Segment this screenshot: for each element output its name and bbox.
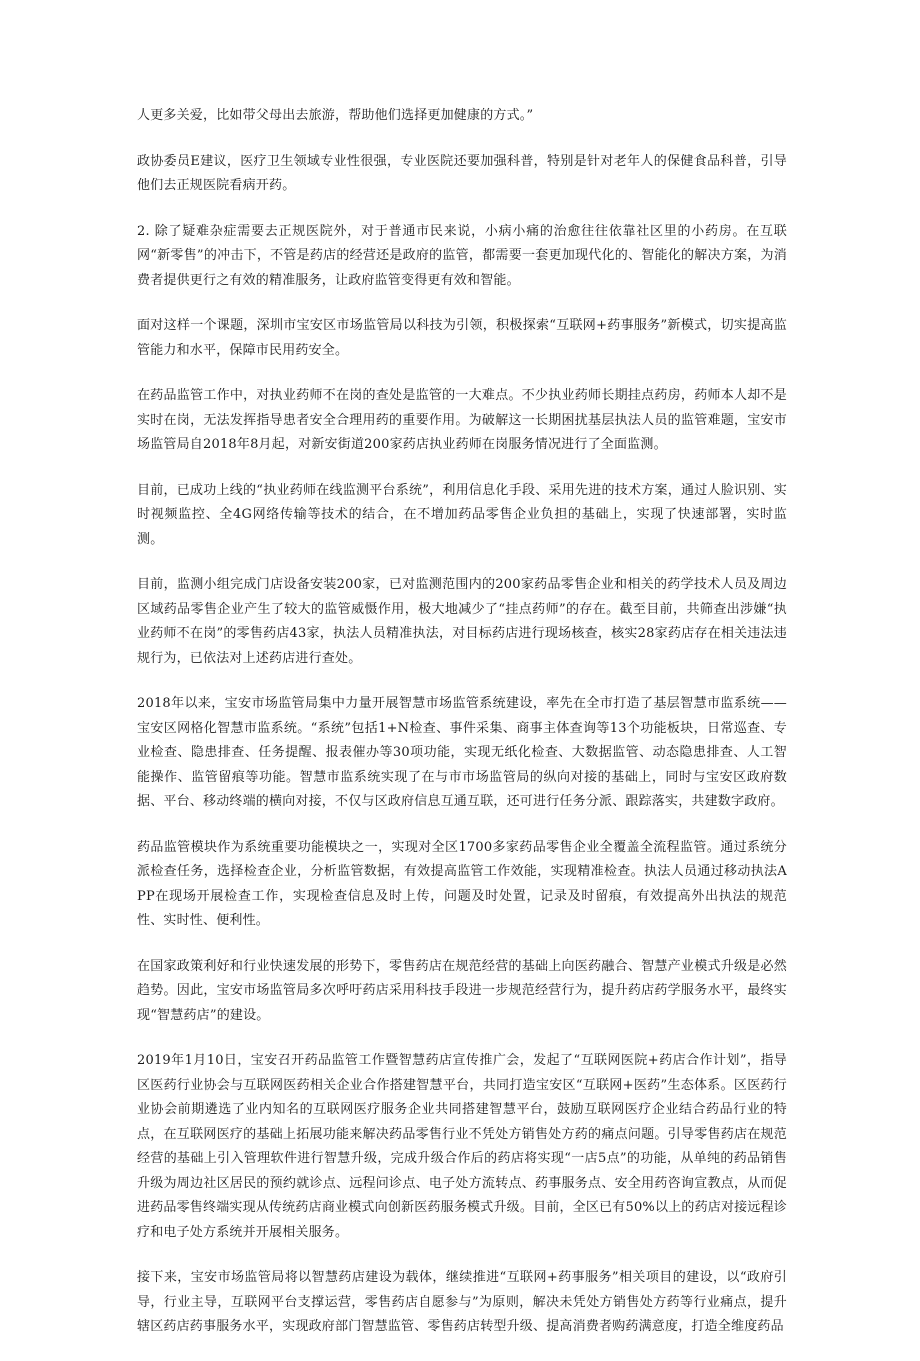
document-page [137,104,787,1361]
paragraph-3: 2. 除了疑难杂症需要去正规医院外，对于普通市民来说，小病小痛的治愈往往依靠社区里的小药房。在互联网“新零售”的冲击下，不管是药店的经营还是政府的监管，都需要一套更加现代化的、智能化的解决方案，为消费者提供更行之有效的精准服务，让政府监管变得更有效和智能。 [137,223,787,288]
paragraph-8: 2018年以来，宝安市场监管局集中力量开展智慧市场监管系统建设，率先在全市打造了基层智慧市监系统——宝安区网格化智慧市监系统。“系统”包括1+N检查、事件采集、商事主体查询等13个功能板块，日常巡查、专业检查、隐患排查、任务提醒、报表催办等30项功能，实现无纸化检查、大数据监管、动态隐患排查、人工智能操作、监管留痕等功能。智慧市监系统实现了在与市市场监管局的纵向对接的基础上，同时与宝安区政府数据、平台、移动终端的横向对接，不仅与区政府信息互通互联，还可进行任务分派、跟踪落实，共建数字政府。 [137,696,787,809]
paragraph-6: 目前，已成功上线的“执业药师在线监测平台系统”，利用信息化手段、采用先进的技术方案，通过人脸识别、实时视频监控、全4G网络传输等技术的结合，在不增加药品零售企业负担的基础上，实现了快速部署，实时监测。 [137,482,787,547]
paragraph-7: 目前，监测小组完成门店设备安装200家，已对监测范围内的200家药品零售企业和相关的药学技术人员及周边区域药品零售企业产生了较大的监管威慑作用，极大地减少了“挂点药师”的存在。截至目前，共筛查出涉嫌“执业药师不在岗”的零售药店43家，执法人员精准执法，对目标药店进行现场核查，核实28家药店存在相关违法违规行为，已依法对上述药店进行查处。 [137,577,787,666]
paragraph-12: 接下来，宝安市场监管局将以智慧药店建设为载体，继续推进“互联网+药事服务”相关项目的建设，以“政府引导，行业主导，互联网平台支撑运营，零售药店自愿参与”为原则，解决未凭处方销售处方药等行业痛点，提升辖区药店药事服务水平，实现政府部门智慧监管、零售药店转型升级、提高消费者购药满意度，打造全维度药品 [137,1270,787,1334]
paragraph-5: 在药品监管工作中，对执业药师不在岗的查处是监管的一大难点。不少执业药师长期挂点药房，药师本人却不是实时在岗，无法发挥指导患者安全合理用药的重要作用。为破解这一长期困扰基层执法人员的监管难题，宝安市场监管局自2018年8月起，对新安街道200家药店执业药师在岗服务情况进行了全面监测。 [137,388,787,452]
paragraph-11: 2019年1月10日，宝安召开药品监管工作暨智慧药店宣传推广会，发起了“互联网医院+药店合作计划”，指导区医药行业协会与互联网医药相关企业合作搭建智慧平台，共同打造宝安区“互联网+医药”生态体系。区医药行业协会前期遴选了业内知名的互联网医疗服务企业共同搭建智慧平台，鼓励互联网医疗企业结合药品行业的特点，在互联网医疗的基础上拓展功能来解决药品零售行业不凭处方销售处方药的痛点问题。引导零售药店在规范经营的基础上引入管理软件进行智慧升级，完成升级合作后的药店将实现“一店5点”的功能，从单纯的药品销售升级为周边社区居民的预约就诊点、远程问诊点、电子处方流转点、药事服务点、安全用药咨询宣教点，从而促进药品零售终端实现从传统药店商业模式向创新医药服务模式升级。目前，全区已有50%以上的药店对接远程诊疗和电子处方系统并开展相关服务。 [137,1053,787,1240]
paragraph-10: 在国家政策利好和行业快速发展的形势下，零售药店在规范经营的基础上向医药融合、智慧产业模式升级是必然趋势。因此，宝安市场监管局多次呼吁药店采用科技手段进一步规范经营行为，提升药店药学服务水平，最终实现“智慧药店”的建设。 [137,958,787,1023]
paragraph-2: 政协委员E建议，医疗卫生领域专业性很强，专业医院还要加强科普，特别是针对老年人的保健食品科普，引导他们去正规医院看病开药。 [137,153,787,193]
paragraph-9: 药品监管模块作为系统重要功能模块之一，实现对全区1700多家药品零售企业全覆盖全流程监管。通过系统分派检查任务，选择检查企业，分析监管数据，有效提高监管工作效能，实现精准检查。执法人员通过移动执法APP在现场开展检查工作，实现检查信息及时上传，问题及时处置，记录及时留痕，有效提高外出执法的规范性、实时性、便利性。 [137,839,787,928]
paragraph-1: 人更多关爱，比如带父母出去旅游，帮助他们选择更加健康的方式。” [137,108,534,123]
paragraph-4: 面对这样一个课题，深圳市宝安区市场监管局以科技为引领，积极探索“互联网+药事服务”新模式，切实提高监管能力和水平，保障市民用药安全。 [137,318,787,358]
